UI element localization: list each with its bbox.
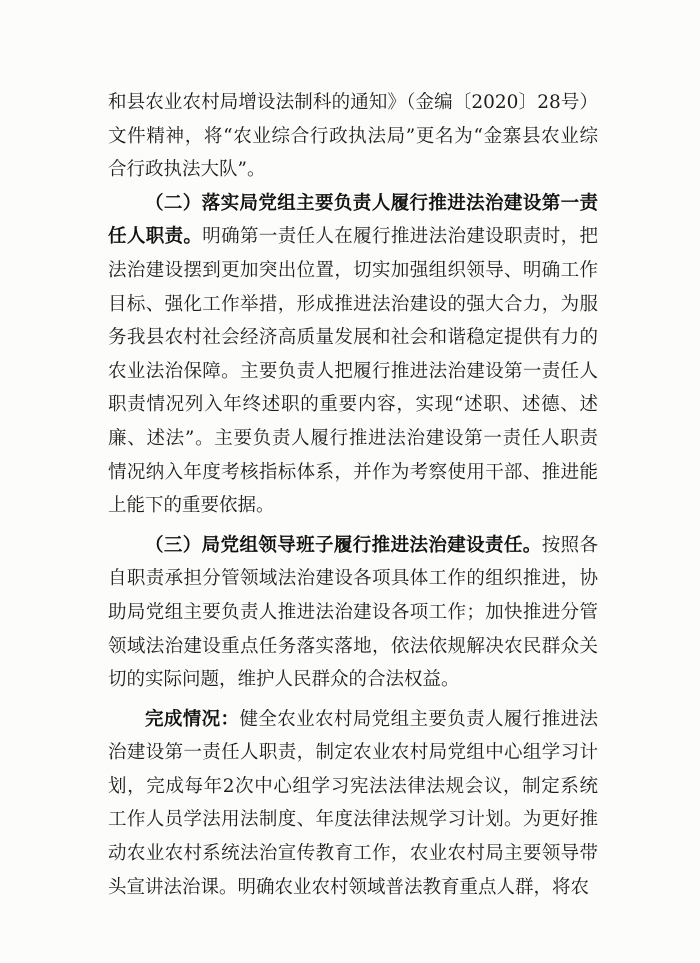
document-body (108, 86, 598, 904)
completion-section (108, 703, 598, 905)
section-two (108, 187, 598, 523)
paragraph-text: 和县农业农村局增设法制科的通知》（金编〔2020〕28号）文件精神，将“农业综合行政执法局”更名为“金寨县农业综合行政执法大队”。 (108, 92, 598, 181)
section-two-body: 明确第一责任人在履行推进法治建设职责时，把法治建设摆到更加突出位置，切实加强组织领导、明确工作目标、强化工作举措，形成推进法治建设的强大合力，为服务我县农村社会经济高质量发展和社会和谐稳定提供有力的农业法治保障。主要负责人把履行推进法治建设第一责任人职责情况列入年终述职的重要内容，实现“述职、述德、述廉、述法”。主要负责人履行推进法治建设第一责任人职责情况纳入年度考核指标体系，并作为考察使用干部、推进能上能下的重要依据。 (108, 226, 598, 517)
section-three (108, 529, 598, 697)
section-three-body: 按照各自职责承担分管领域法治建设各项具体工作的组织推进，协助局党组主要负责人推进法治建设各项工作；加快推进分管领域法治建设重点任务落实落地，依法依规解决农民群众关切的实际问题，维护人民群众的合法权益。 (108, 534, 598, 691)
section-two-heading: （二）落实局党组主要负责人履行推进法治建设第一责任人职责。 (108, 192, 598, 248)
section-three-heading: （三）局党组领导班子履行推进法治建设责任。 (145, 534, 542, 556)
completion-heading: 完成情况： (145, 708, 240, 730)
paragraph-continuation (108, 86, 598, 187)
completion-body: 健全农业农村局党组主要负责人履行推进法治建设第一责任人职责，制定农业农村局党组中心组学习计划，完成每年2次中心组学习宪法法律法规会议，制定系统工作人员学法用法制度、年度法律法规学习计划。为更好推动农业农村系统法治宣传教育工作，农业农村局主要领导带头宣讲法治课。明确农业农村领域普法教育重点人群，将农 (108, 708, 598, 898)
